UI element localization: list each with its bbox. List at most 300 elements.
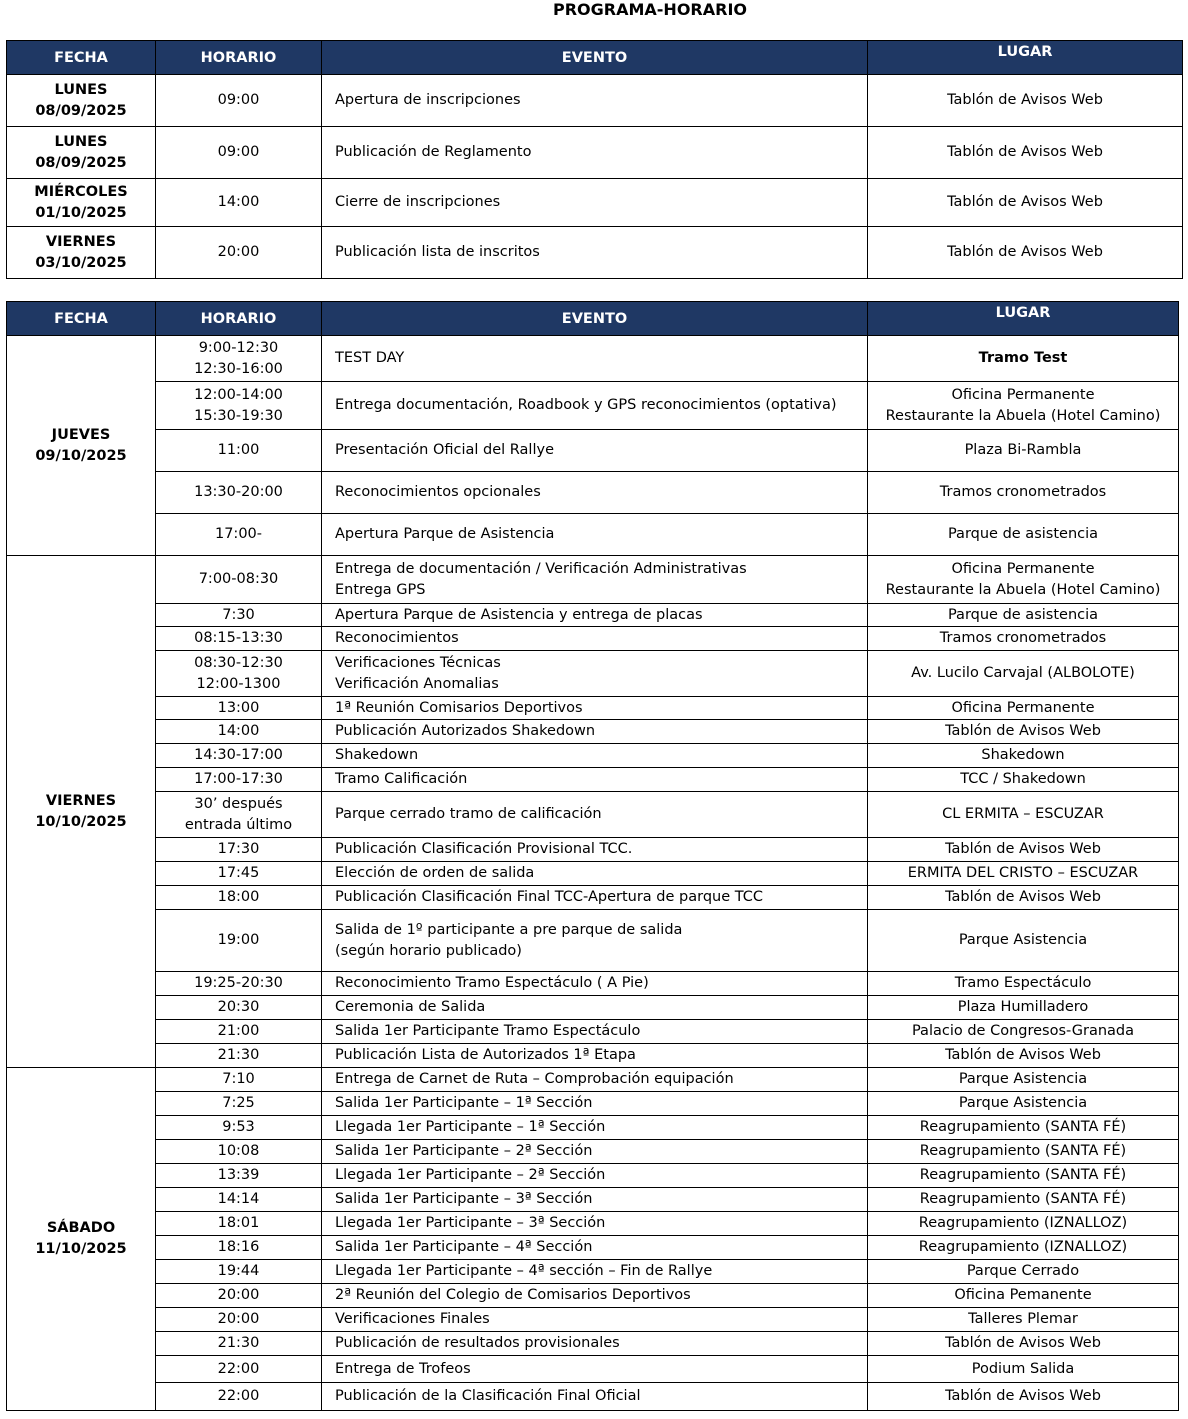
time-cell (156, 336, 322, 382)
event-cell (322, 336, 868, 382)
event-cell (322, 382, 868, 430)
time-cell (156, 886, 322, 910)
cell-line: Tablón de Avisos Web (945, 1335, 1101, 1351)
cell-line: Reconocimiento Tramo Espectáculo ( A Pie) (335, 975, 649, 991)
cell-line: 9:00-12:30 (198, 339, 279, 356)
event-cell (322, 472, 868, 514)
time-cell (156, 1356, 322, 1383)
event-cell (322, 862, 868, 886)
cell-line: Parque de asistencia (947, 606, 1099, 623)
event-cell (322, 720, 868, 744)
place-cell (868, 1383, 1179, 1411)
cell-line: Publicación Clasificación Provisional TCC. (335, 841, 633, 857)
cell-line: Podium Salida (971, 1360, 1075, 1377)
cell-line: Reagrupamiento (SANTA FÉ) (919, 1119, 1127, 1135)
place-cell (868, 1044, 1179, 1068)
header-lugar: LUGAR (868, 302, 1179, 336)
cell-line: 15:30-19:30 (194, 407, 283, 424)
cell-line: MIÉRCOLES (34, 183, 128, 200)
event-cell (322, 556, 868, 604)
time-cell (156, 1260, 322, 1284)
cell-line: Tablón de Avisos Web (945, 889, 1101, 905)
time-cell (156, 514, 322, 556)
cell-line: 09/10/2025 (35, 447, 127, 464)
cell-line: Apertura Parque de Asistencia (335, 526, 555, 542)
cell-line: 03/10/2025 (35, 254, 127, 271)
time-cell (156, 556, 322, 604)
table-row (7, 651, 1179, 697)
time-cell (156, 720, 322, 744)
header-fecha: FECHA (7, 302, 156, 336)
cell-line: Av. Lucilo Carvajal (ALBOLOTE) (911, 665, 1135, 681)
table-row (7, 627, 1179, 651)
time-cell (156, 910, 322, 972)
cell-line: ERMITA DEL CRISTO – ESCUZAR (907, 865, 1139, 881)
place-cell (868, 720, 1179, 744)
cell-line: VIERNES (45, 233, 117, 250)
cell-line: Elección de orden de salida (335, 865, 535, 881)
cell-line: 13:00 (217, 699, 260, 716)
cell-line: Verificación Anomalias (335, 675, 499, 692)
place-cell (868, 336, 1179, 382)
place-cell (868, 1356, 1179, 1383)
cell-line: 14:00 (217, 723, 260, 739)
event-cell (322, 910, 868, 972)
cell-line: 11/10/2025 (35, 1241, 127, 1257)
event-cell (322, 1383, 868, 1411)
cell-line: 18:16 (217, 1239, 260, 1255)
table-row (7, 179, 1183, 227)
table-row (7, 838, 1179, 862)
table-row (7, 1092, 1179, 1116)
place-cell (868, 127, 1183, 179)
cell-line: Parque Cerrado (966, 1263, 1080, 1279)
cell-line: Reagrupamiento (IZNALLOZ) (918, 1215, 1128, 1231)
cell-line: Entrega de documentación / Verificación Administrativas (335, 560, 747, 577)
place-cell (868, 1212, 1179, 1236)
time-cell (156, 697, 322, 720)
cell-line: 12:00-14:00 (194, 386, 283, 403)
place-cell (868, 179, 1183, 227)
cell-line: (según horario publicado) (335, 942, 522, 959)
time-cell (156, 1140, 322, 1164)
cell-line: 21:30 (217, 1047, 260, 1063)
time-cell (156, 1236, 322, 1260)
place-cell (868, 627, 1179, 651)
table-row (7, 720, 1179, 744)
cell-line: 01/10/2025 (35, 204, 127, 221)
cell-line: Tramos cronometrados (939, 630, 1107, 646)
place-cell (868, 768, 1179, 792)
place-cell (868, 862, 1179, 886)
event-cell (322, 838, 868, 862)
cell-line: TCC / Shakedown (960, 771, 1086, 787)
table-row (7, 768, 1179, 792)
place-cell (868, 430, 1179, 472)
time-cell (156, 744, 322, 768)
time-cell (156, 996, 322, 1020)
cell-line: Parque cerrado tramo de calificación (335, 806, 602, 822)
cell-line: Apertura de inscripciones (335, 92, 521, 108)
cell-line: 08:15-13:30 (194, 630, 283, 646)
table-row (7, 744, 1179, 768)
place-cell (868, 1164, 1179, 1188)
header-evento: EVENTO (322, 302, 868, 336)
cell-line: SÁBADO (46, 1220, 116, 1236)
place-cell (868, 472, 1179, 514)
time-cell (156, 1020, 322, 1044)
cell-line: Oficina Pemanente (954, 1287, 1092, 1303)
cell-line: Salida 1er Participante – 2ª Sección (335, 1143, 593, 1159)
place-cell (868, 1140, 1179, 1164)
cell-line: 08:30-12:30 (194, 654, 283, 671)
time-cell (156, 1164, 322, 1188)
cell-line: 13:39 (217, 1167, 260, 1183)
cell-line: 7:00-08:30 (198, 571, 279, 587)
table-row (7, 792, 1179, 838)
event-cell (322, 1356, 868, 1383)
cell-line: Salida 1er Participante – 1ª Sección (335, 1095, 593, 1111)
date-cell (7, 1068, 156, 1411)
cell-line: 14:14 (217, 1191, 260, 1207)
cell-line: 10:08 (217, 1143, 260, 1159)
event-cell (322, 75, 868, 127)
cell-line: Palacio de Congresos-Granada (911, 1023, 1135, 1039)
table-row (7, 996, 1179, 1020)
cell-line: Parque Asistencia (958, 932, 1088, 948)
event-cell (322, 651, 868, 697)
place-cell (868, 1332, 1179, 1356)
table-row (7, 1164, 1179, 1188)
time-cell (156, 127, 322, 179)
table-row (7, 75, 1183, 127)
cell-line: 17:45 (217, 865, 260, 881)
place-cell (868, 1020, 1179, 1044)
cell-line: Publicación Clasificación Final TCC-Apertura de parque TCC (335, 889, 763, 905)
table-row (7, 1260, 1179, 1284)
table-row (7, 862, 1179, 886)
event-cell (322, 1164, 868, 1188)
cell-line: 14:30-17:00 (194, 747, 283, 763)
cell-line: Publicación de Reglamento (335, 144, 532, 160)
header-horario: HORARIO (156, 41, 322, 75)
place-cell (868, 1308, 1179, 1332)
cell-line: VIERNES (45, 792, 117, 809)
time-cell (156, 627, 322, 651)
event-cell (322, 972, 868, 996)
event-cell (322, 1044, 868, 1068)
cell-line: Publicación Lista de Autorizados 1ª Etapa (335, 1047, 636, 1063)
place-cell (868, 838, 1179, 862)
table-row (7, 886, 1179, 910)
cell-line: Tramo Test (978, 350, 1068, 366)
cell-line: LUNES (54, 133, 108, 150)
event-cell (322, 430, 868, 472)
cell-line: Publicación lista de inscritos (335, 244, 540, 260)
cell-line: 17:00-17:30 (194, 771, 283, 787)
cell-line: Reagrupamiento (SANTA FÉ) (919, 1143, 1127, 1159)
header-fecha: FECHA (7, 41, 156, 75)
cell-line: Plaza Bi-Rambla (964, 442, 1082, 458)
header-row (7, 41, 1183, 75)
cell-line: JUEVES (51, 426, 111, 443)
cell-line: 7:10 (222, 1071, 255, 1087)
place-cell (868, 604, 1179, 627)
event-cell (322, 1020, 868, 1044)
cell-line: 7:25 (222, 1095, 255, 1111)
cell-line: Tramo Calificación (335, 771, 468, 787)
cell-line: 09:00 (217, 92, 260, 108)
cell-line: Reagrupamiento (IZNALLOZ) (918, 1239, 1128, 1255)
cell-line: Oficina Permanente (951, 560, 1095, 577)
event-cell (322, 744, 868, 768)
table-row (7, 1044, 1179, 1068)
cell-line: 08/09/2025 (35, 102, 127, 119)
time-cell (156, 430, 322, 472)
place-cell (868, 972, 1179, 996)
cell-line: Verificaciones Finales (335, 1311, 490, 1327)
event-cell (322, 1212, 868, 1236)
cell-line: Llegada 1er Participante – 4ª sección – Fin de Rallye (335, 1263, 713, 1279)
date-cell (7, 179, 156, 227)
cell-line: Llegada 1er Participante – 1ª Sección (335, 1119, 606, 1135)
cell-line: LUNES (54, 81, 108, 98)
table-row (7, 1308, 1179, 1332)
event-cell (322, 886, 868, 910)
cell-line: 19:44 (217, 1263, 260, 1279)
event-cell (322, 227, 868, 279)
event-cell (322, 1140, 868, 1164)
time-cell (156, 604, 322, 627)
table-row (7, 1332, 1179, 1356)
event-cell (322, 179, 868, 227)
cell-line: Reagrupamiento (SANTA FÉ) (919, 1191, 1127, 1207)
table-row (7, 514, 1179, 556)
place-cell (868, 1092, 1179, 1116)
time-cell (156, 227, 322, 279)
cell-line: CL ERMITA – ESCUZAR (942, 806, 1104, 822)
cell-line: Tramo Espectáculo (954, 975, 1092, 991)
place-cell (868, 910, 1179, 972)
event-cell (322, 768, 868, 792)
cell-line: Parque de asistencia (947, 526, 1099, 542)
time-cell (156, 1284, 322, 1308)
time-cell (156, 179, 322, 227)
cell-line: 2ª Reunión del Colegio de Comisarios Deportivos (335, 1287, 691, 1303)
date-cell (7, 75, 156, 127)
cell-line: Entrega de Trofeos (335, 1360, 471, 1377)
table-row (7, 227, 1183, 279)
cell-line: 21:00 (217, 1023, 260, 1039)
event-cell (322, 604, 868, 627)
header-row (7, 302, 1179, 336)
cell-line: Reconocimientos (335, 630, 459, 646)
cell-line: Oficina Permanente (951, 386, 1095, 403)
cell-line: 20:30 (217, 999, 260, 1015)
place-cell (868, 1188, 1179, 1212)
cell-line: Tablón de Avisos Web (947, 144, 1103, 160)
time-cell (156, 1092, 322, 1116)
cell-line: 30’ después (194, 795, 283, 812)
event-cell (322, 1092, 868, 1116)
table-row (7, 127, 1183, 179)
place-cell (868, 996, 1179, 1020)
table-row (7, 336, 1179, 382)
place-cell (868, 1284, 1179, 1308)
table-row (7, 1383, 1179, 1411)
place-cell (868, 227, 1183, 279)
cell-line: 19:00 (217, 932, 260, 948)
cell-line: Tablón de Avisos Web (947, 92, 1103, 108)
table-row (7, 697, 1179, 720)
cell-line: 11:00 (217, 442, 260, 458)
cell-line: Ceremonia de Salida (335, 999, 486, 1015)
cell-line: Parque Asistencia (958, 1095, 1088, 1111)
table-row (7, 604, 1179, 627)
time-cell (156, 75, 322, 127)
time-cell (156, 382, 322, 430)
place-cell (868, 886, 1179, 910)
table-row (7, 1284, 1179, 1308)
cell-line: 17:30 (217, 841, 260, 857)
table-row (7, 972, 1179, 996)
table-row (7, 1356, 1179, 1383)
cell-line: 10/10/2025 (35, 813, 127, 830)
table-row (7, 472, 1179, 514)
page-title: PROGRAMA-HORARIO (553, 0, 747, 19)
table-row (7, 1212, 1179, 1236)
cell-line: Tablón de Avisos Web (945, 841, 1101, 857)
time-cell (156, 1116, 322, 1140)
table-row (7, 1188, 1179, 1212)
event-cell (322, 1116, 868, 1140)
event-cell (322, 1332, 868, 1356)
cell-line: TEST DAY (335, 350, 405, 366)
schedule-table-rally (6, 301, 1179, 1411)
cell-line: Verificaciones Técnicas (335, 654, 501, 671)
time-cell (156, 1212, 322, 1236)
place-cell (868, 1260, 1179, 1284)
place-cell (868, 1116, 1179, 1140)
time-cell (156, 1308, 322, 1332)
table-row (7, 1068, 1179, 1092)
event-cell (322, 1284, 868, 1308)
header-lugar: LUGAR (868, 41, 1183, 75)
cell-line: Salida 1er Participante – 3ª Sección (335, 1191, 593, 1207)
table-row (7, 556, 1179, 604)
cell-line: 21:30 (217, 1335, 260, 1351)
place-cell (868, 382, 1179, 430)
cell-line: Publicación de la Clasificación Final Oficial (335, 1388, 641, 1404)
table-row (7, 910, 1179, 972)
time-cell (156, 972, 322, 996)
event-cell (322, 514, 868, 556)
cell-line: 12:00-1300 (196, 675, 281, 692)
time-cell (156, 1332, 322, 1356)
date-cell (7, 227, 156, 279)
cell-line: Publicación Autorizados Shakedown (335, 723, 596, 739)
cell-line: Publicación de resultados provisionales (335, 1335, 620, 1351)
table-row (7, 1140, 1179, 1164)
time-cell (156, 1383, 322, 1411)
event-cell (322, 1188, 868, 1212)
time-cell (156, 838, 322, 862)
cell-line: 22:00 (217, 1388, 260, 1404)
event-cell (322, 996, 868, 1020)
event-cell (322, 1236, 868, 1260)
table-row (7, 430, 1179, 472)
cell-line: Llegada 1er Participante – 2ª Sección (335, 1167, 606, 1183)
place-cell (868, 744, 1179, 768)
place-cell (868, 1236, 1179, 1260)
event-cell (322, 1068, 868, 1092)
time-cell (156, 792, 322, 838)
cell-line: Parque Asistencia (958, 1071, 1088, 1087)
cell-line: Entrega documentación, Roadbook y GPS reconocimientos (optativa) (335, 397, 837, 413)
time-cell (156, 1188, 322, 1212)
cell-line: 18:00 (217, 889, 260, 905)
time-cell (156, 651, 322, 697)
place-cell (868, 651, 1179, 697)
time-cell (156, 862, 322, 886)
place-cell (868, 697, 1179, 720)
table-row (7, 1236, 1179, 1260)
place-cell (868, 1068, 1179, 1092)
place-cell (868, 792, 1179, 838)
cell-line: 12:30-16:00 (194, 360, 283, 377)
schedule-table-registration (6, 40, 1183, 279)
cell-line: Reagrupamiento (SANTA FÉ) (919, 1167, 1127, 1183)
cell-line: Reconocimientos opcionales (335, 484, 541, 500)
cell-line: Tablón de Avisos Web (945, 1388, 1101, 1404)
cell-line: Entrega de Carnet de Ruta – Comprobación equipación (335, 1071, 734, 1087)
cell-line: Oficina Permanente (951, 699, 1095, 716)
cell-line: 08/09/2025 (35, 154, 127, 171)
cell-line: Restaurante la Abuela (Hotel Camino) (885, 407, 1161, 424)
cell-line: Shakedown (981, 747, 1065, 763)
date-cell (7, 556, 156, 1068)
cell-line: 22:00 (217, 1360, 260, 1377)
cell-line: 20:00 (217, 244, 260, 260)
cell-line: Salida 1er Participante Tramo Espectáculo (335, 1023, 641, 1039)
cell-line: 7:30 (222, 606, 255, 623)
cell-line: 14:00 (217, 194, 260, 210)
cell-line: entrada último (184, 816, 293, 833)
place-cell (868, 514, 1179, 556)
event-cell (322, 627, 868, 651)
cell-line: 17:00- (214, 526, 263, 542)
event-cell (322, 127, 868, 179)
cell-line: Shakedown (335, 747, 419, 763)
time-cell (156, 1044, 322, 1068)
time-cell (156, 472, 322, 514)
cell-line: 20:00 (217, 1311, 260, 1327)
table-row (7, 382, 1179, 430)
event-cell (322, 1260, 868, 1284)
cell-line: Tablón de Avisos Web (945, 1047, 1101, 1063)
cell-line: Tramos cronometrados (939, 484, 1107, 500)
event-cell (322, 792, 868, 838)
date-cell (7, 336, 156, 556)
time-cell (156, 1068, 322, 1092)
header-horario: HORARIO (156, 302, 322, 336)
cell-line: 18:01 (217, 1215, 260, 1231)
cell-line: 9:53 (222, 1119, 255, 1135)
cell-line: Talleres Plemar (968, 1311, 1078, 1327)
time-cell (156, 768, 322, 792)
place-cell (868, 556, 1179, 604)
header-evento: EVENTO (322, 41, 868, 75)
